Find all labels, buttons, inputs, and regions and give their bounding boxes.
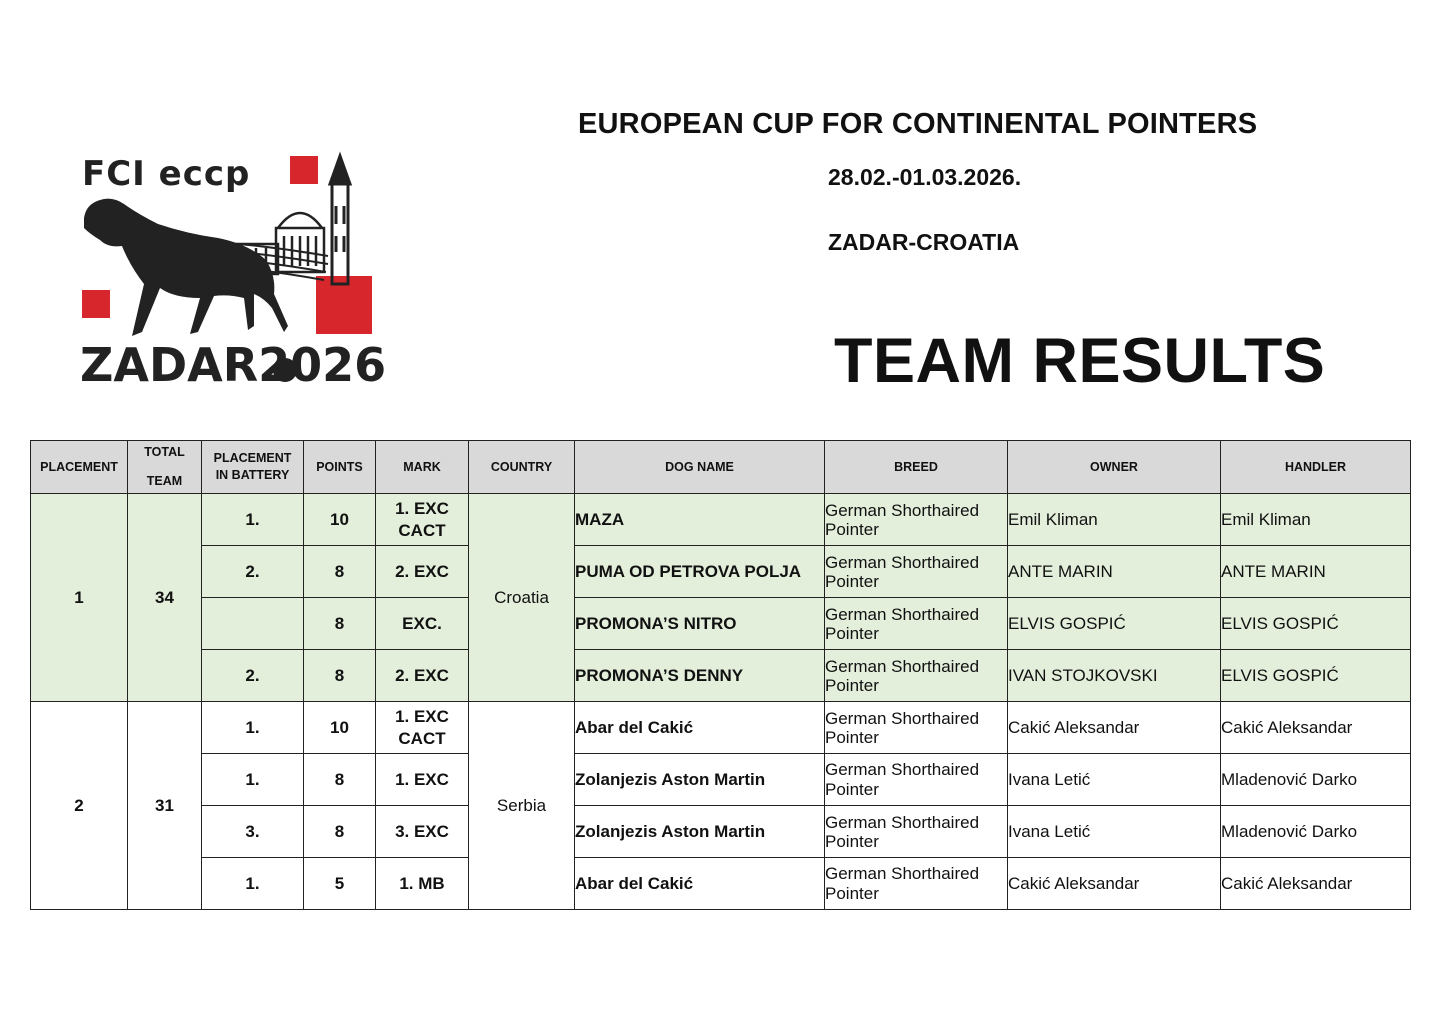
logo-red-square-left [82, 290, 110, 318]
breed-line2: Pointer [825, 623, 879, 643]
breed-line1: German Shorthaired [825, 812, 980, 832]
owner: Cakić Aleksandar [1008, 702, 1221, 754]
breed [825, 546, 1008, 598]
table-header-row [31, 441, 1411, 494]
battery-placement: 3. [202, 806, 304, 858]
dog-name: PROMONA’S NITRO [575, 598, 825, 650]
points: 10 [304, 494, 376, 546]
dog-name: Zolanjezis Aston Martin [575, 754, 825, 806]
header-total-line1: TOTAL [144, 445, 185, 459]
battery-placement: 1. [202, 702, 304, 754]
handler: Emil Kliman [1221, 494, 1411, 546]
team-placement: 2 [31, 702, 128, 910]
battery-placement: 1. [202, 858, 304, 910]
dog-name: Abar del Cakić [575, 702, 825, 754]
event-title: EUROPEAN CUP FOR CONTINENTAL POINTERS [578, 108, 1258, 140]
owner: Emil Kliman [1008, 494, 1221, 546]
handler: ELVIS GOSPIĆ [1221, 650, 1411, 702]
header-placement: PLACEMENT [31, 441, 128, 494]
team-placement: 1 [31, 494, 128, 702]
breed-line1: German Shorthaired [825, 708, 980, 728]
table-row [31, 650, 1411, 702]
battery-placement: 2. [202, 650, 304, 702]
handler: ANTE MARIN [1221, 546, 1411, 598]
header-owner: OWNER [1008, 441, 1221, 494]
points: 8 [304, 806, 376, 858]
breed [825, 702, 1008, 754]
breed-line1: German Shorthaired [825, 500, 980, 520]
mark-line2: CACT [398, 520, 446, 540]
header-points: POINTS [304, 441, 376, 494]
handler: Cakić Aleksandar [1221, 858, 1411, 910]
dog-name: PROMONA’S DENNY [575, 650, 825, 702]
breed [825, 494, 1008, 546]
battery-placement [202, 598, 304, 650]
mark: EXC. [376, 598, 469, 650]
event-logo [78, 148, 387, 398]
breed [825, 806, 1008, 858]
table-row [31, 806, 1411, 858]
mark: 1. EXC [376, 754, 469, 806]
logo-red-square-top [290, 156, 318, 184]
points: 5 [304, 858, 376, 910]
handler: Mladenović Darko [1221, 806, 1411, 858]
team-country: Croatia [469, 494, 575, 702]
breed: German Shorthaired Pointer [825, 858, 1008, 910]
points: 8 [304, 546, 376, 598]
dog-name: PUMA OD PETROVA POLJA [575, 546, 825, 598]
header-country: COUNTRY [469, 441, 575, 494]
table-row [31, 858, 1411, 910]
pointer-dog-icon [84, 199, 288, 336]
mark: 2. EXC [376, 650, 469, 702]
logo-top-text: FCI eccp [82, 154, 251, 194]
owner: ANTE MARIN [1008, 546, 1221, 598]
handler: ELVIS GOSPIĆ [1221, 598, 1411, 650]
dog-name: MAZA [575, 494, 825, 546]
owner: Cakić Aleksandar [1008, 858, 1221, 910]
points: 8 [304, 650, 376, 702]
table-row [31, 546, 1411, 598]
handler: Cakić Aleksandar [1221, 702, 1411, 754]
breed: German Shorthaired Pointer [825, 754, 1008, 806]
breed-line2: Pointer [825, 571, 879, 591]
event-dates: 28.02.-01.03.2026. [828, 164, 1022, 190]
event-location: ZADAR-CROATIA [828, 229, 1020, 255]
mark: 1. MB [376, 858, 469, 910]
header-total-team [128, 441, 202, 494]
header-placement-battery [202, 441, 304, 494]
dog-name: Zolanjezis Aston Martin [575, 806, 825, 858]
breed-line1: German Shorthaired [825, 604, 980, 624]
owner: Ivana Letić [1008, 806, 1221, 858]
battery-placement: 1. [202, 494, 304, 546]
points: 8 [304, 598, 376, 650]
mark: 2. EXC [376, 546, 469, 598]
mark: 3. EXC [376, 806, 469, 858]
header-battery-line1: PLACEMENT [213, 451, 292, 465]
breed [825, 598, 1008, 650]
table-row [31, 754, 1411, 806]
header-battery-line2: IN BATTERY [215, 468, 290, 482]
mark-line2: CACT [398, 728, 446, 748]
breed-line2: Pointer [825, 675, 879, 695]
header-breed: BREED [825, 441, 1008, 494]
breed-line2: Pointer [825, 727, 879, 747]
bell-tower-icon [330, 156, 350, 284]
team-total: 31 [128, 702, 202, 910]
battery-placement: 2. [202, 546, 304, 598]
handler: Mladenović Darko [1221, 754, 1411, 806]
table-row [31, 598, 1411, 650]
header-handler: HANDLER [1221, 441, 1411, 494]
owner: ELVIS GOSPIĆ [1008, 598, 1221, 650]
owner: Ivana Letić [1008, 754, 1221, 806]
logo-bottom-text: ZADAR2026 [80, 338, 387, 392]
header-mark: MARK [376, 441, 469, 494]
mark [376, 494, 469, 546]
header-total-line2: TEAM [146, 474, 183, 488]
mark-line1: 1. EXC [395, 498, 449, 518]
breed-line1: German Shorthaired [825, 656, 980, 676]
breed-line1: German Shorthaired [825, 552, 980, 572]
table-row [31, 494, 1411, 546]
team-total: 34 [128, 494, 202, 702]
mark-line1: 1. EXC [395, 706, 449, 726]
table-row [31, 702, 1411, 754]
team-results-table [30, 440, 1411, 910]
dog-name: Abar del Cakić [575, 858, 825, 910]
battery-placement: 1. [202, 754, 304, 806]
team-country: Serbia [469, 702, 575, 910]
breed-line2: Pointer [825, 519, 879, 539]
page-title: TEAM RESULTS [834, 326, 1326, 396]
breed [825, 650, 1008, 702]
owner: IVAN STOJKOVSKI [1008, 650, 1221, 702]
points: 8 [304, 754, 376, 806]
mark [376, 702, 469, 754]
points: 10 [304, 702, 376, 754]
header-dog-name: DOG NAME [575, 441, 825, 494]
breed-line2: Pointer [825, 831, 879, 851]
